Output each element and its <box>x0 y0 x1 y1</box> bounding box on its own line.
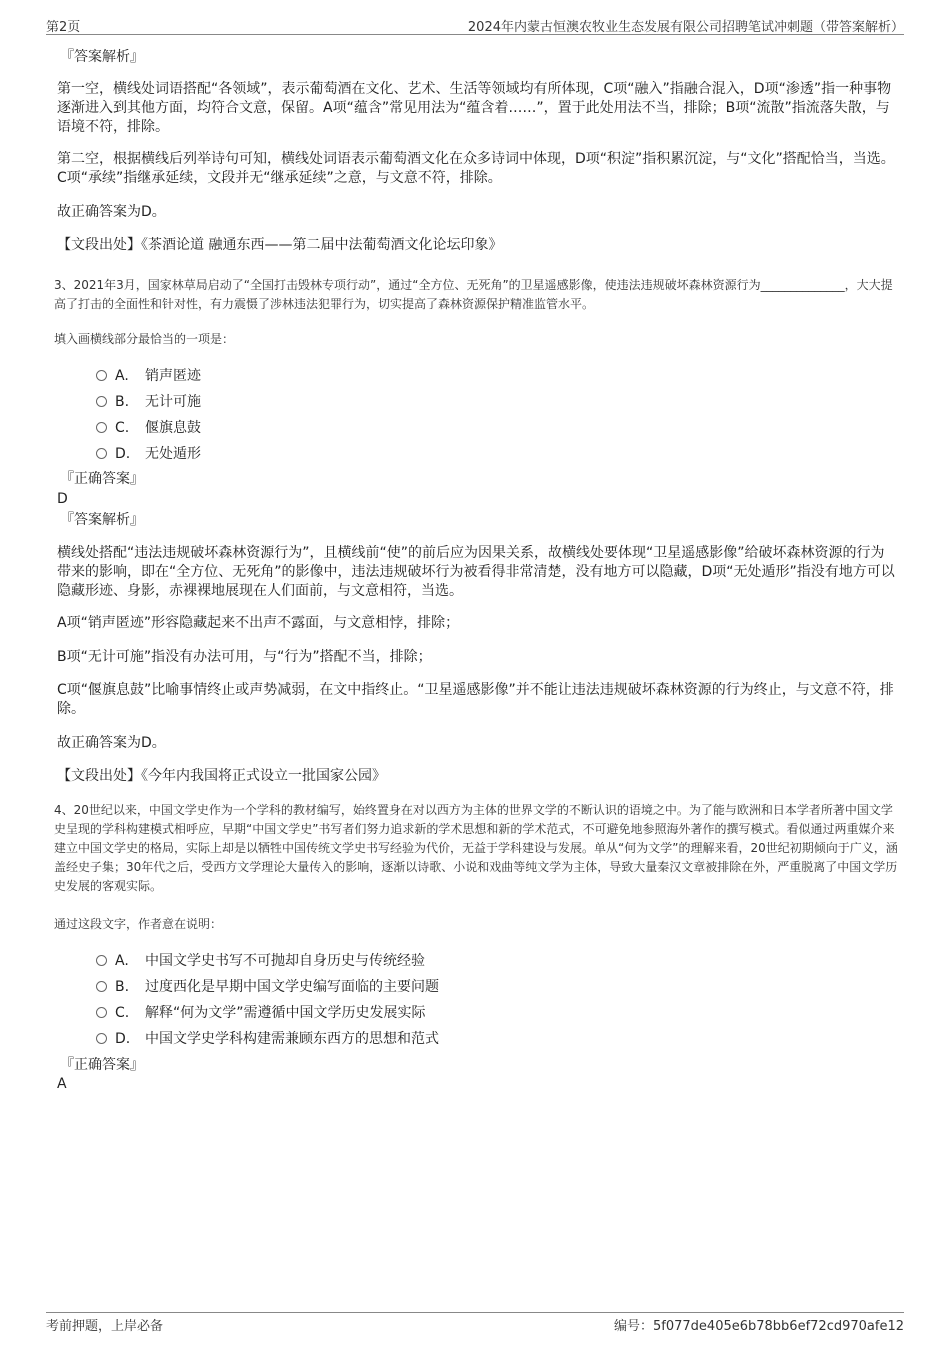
radio-icon[interactable] <box>96 448 107 459</box>
radio-icon[interactable] <box>96 1007 107 1018</box>
q2-analysis-para1: 第一空，横线处词语搭配“各领域”，表示葡萄酒在文化、艺术、生活等领域均有所体现，C项“融入”指融合混入，D项“渗透”指一种事物逐渐进入到其他方面，均符合文意，保留。A项“蕴含”常见用法为“蕴含着……”，置于此处用法不当，排除；B项“流散”指流落失散，与语境不符，排除。 <box>57 81 892 135</box>
q4-option-b[interactable]: B. 过度西化是早期中国文学史编写面临的主要问题 <box>96 976 439 996</box>
q3-analysis-label: 『答案解析』 <box>60 512 144 528</box>
q2-conclusion: 故正确答案为D。 <box>57 204 166 220</box>
page-footer <box>46 1312 904 1335</box>
q4-prompt: 通过这段文字，作者意在说明： <box>54 917 223 931</box>
radio-icon[interactable] <box>96 396 107 407</box>
q3-option-a[interactable]: A. 销声匿迹 <box>96 365 201 385</box>
q3-conclusion: 故正确答案为D。 <box>57 735 166 751</box>
radio-icon[interactable] <box>96 981 107 992</box>
q3-option-b[interactable]: B. 无计可施 <box>96 391 201 411</box>
q4-option-c[interactable]: C. 解释“何为文学”需遵循中国文学历史发展实际 <box>96 1002 426 1022</box>
q3-stem: 3、2021年3月，国家林草局启动了“全国打击毁林专项行动”，通过“全方位、无死角”的卫星遥感影像，使违法违规破坏森林资源行为______________，大大提高了打击的全面性和针对性，有力震慑了涉林违法犯罪行为，切实提高了森林资源保护精准监管水平。 <box>54 278 893 311</box>
document-title: 2024年内蒙古恒澳农牧业生态发展有限公司招聘笔试冲刺题（带答案解析） <box>467 20 904 35</box>
q2-source: 【文段出处】《茶酒论道 融通东西——第二届中法葡萄酒文化论坛印象》 <box>57 237 503 253</box>
q2-analysis-label: 『答案解析』 <box>60 49 144 65</box>
footer-slogan: 考前押题，上岸必备 <box>46 1319 164 1334</box>
radio-icon[interactable] <box>96 422 107 433</box>
q3-analysis-para2: A项“销声匿迹”形容隐藏起来不出声不露面，与文意相悖，排除； <box>57 615 460 631</box>
q4-answer-label: 『正确答案』 <box>60 1057 144 1073</box>
q4-option-a[interactable]: A. 中国文学史书写不可抛却自身历史与传统经验 <box>96 950 425 970</box>
footer-code: 编号：5f077de405e6b78bb6ef72cd970afe12 <box>614 1319 904 1334</box>
radio-icon[interactable] <box>96 1033 107 1044</box>
q4-option-d[interactable]: D. 中国文学史学科构建需兼顾东西方的思想和范式 <box>96 1028 439 1048</box>
q3-source: 【文段出处】《今年内我国将正式设立一批国家公园》 <box>57 768 386 784</box>
q4-stem: 4、20世纪以来，中国文学史作为一个学科的教材编写，始终置身在对以西方为主体的世界文学的不断认识的语境之中。为了能与欧洲和日本学者所著中国文学史呈现的学科构建模式相呼应，早期“中国文学史”书写者们努力追求新的学术思想和新的学术范式，不可避免地参照海外著作的撰写模式。看似通过两重媒介来建立中国文学史的格局，实际上却是以牺牲中国传统文学史书写经验为代价，无益于学科建设与发展。单从“何为文学”的理解来看，20世纪初期倾向于广义，涵盖经史子集；30年代之后，受西方文学理论大量传入的影响，逐渐以诗歌、小说和戏曲等纯文学为主体，导致大量秦汉文章被排除在外，严重脱离了中国文学历史发展的客观实际。 <box>54 803 898 893</box>
q3-prompt: 填入画横线部分最恰当的一项是： <box>54 332 235 346</box>
radio-icon[interactable] <box>96 955 107 966</box>
q3-answer: D <box>57 491 68 507</box>
q3-option-c[interactable]: C. 偃旗息鼓 <box>96 417 201 437</box>
q2-analysis-para2: 第二空，根据横线后列举诗句可知，横线处词语表示葡萄酒文化在众多诗词中体现，D项“积淀”指积累沉淀，与“文化”搭配恰当，当选。C项“承续”指继承延续，文段并无“继承延续”之意，与文意不符，排除。 <box>57 151 895 186</box>
q3-answer-label: 『正确答案』 <box>60 471 144 487</box>
q3-analysis-para1: 横线处搭配“违法违规破坏森林资源行为”，且横线前“使”的前后应为因果关系，故横线处要体现“卫星遥感影像”给破坏森林资源的行为带来的影响，即在“全方位、无死角”的影像中，违法违规破坏行为被看得非常清楚，没有地方可以隐藏，D项“无处遁形”指没有地方可以隐藏形迹、身影，赤裸裸地展现在人们面前，与文意相符，当选。 <box>57 545 895 599</box>
q3-option-d[interactable]: D. 无处遁形 <box>96 443 201 463</box>
radio-icon[interactable] <box>96 370 107 381</box>
page-number: 第2页 <box>46 20 81 35</box>
page-header <box>46 14 904 35</box>
q3-analysis-para3: B项“无计可施”指没有办法可用，与“行为”搭配不当，排除； <box>57 649 432 665</box>
q4-answer: A <box>57 1076 67 1092</box>
q3-analysis-para4: C项“偃旗息鼓”比喻事情终止或声势减弱，在文中指终止。“卫星遥感影像”并不能让违法违规破坏森林资源的行为终止，与文意不符，排除。 <box>57 682 894 717</box>
